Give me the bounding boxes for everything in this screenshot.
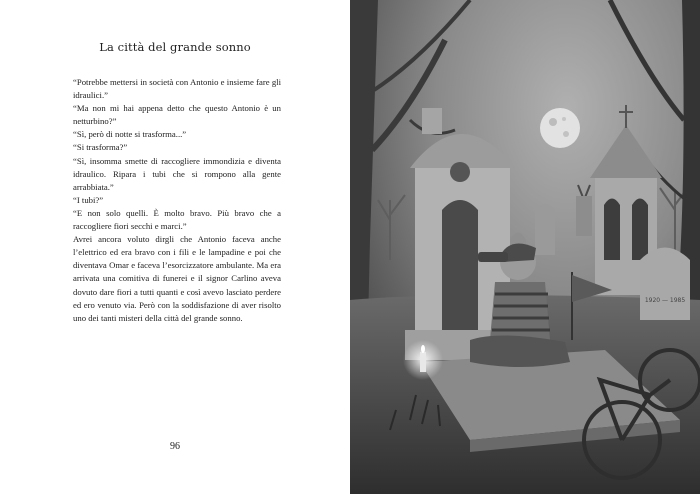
body-text: [73, 76, 281, 325]
candle: [403, 340, 443, 380]
cemetery-illustration: [350, 0, 700, 494]
paragraph-2: “Ma non mi hai appena detto che questo Antonio è un netturbino?”: [73, 103, 281, 127]
paragraph-1: “Potrebbe mettersi in società con Antonio e insieme fare gli idraulici.”: [73, 77, 281, 101]
paragraph-5: “Sì, insomma smette di raccogliere immondizia e diventa idraulico. Ripara i tubi che si rompono alla gente arrabbiata.”: [73, 155, 281, 192]
page-number: 96: [170, 441, 180, 452]
chapter-title: La città del grande sonno: [99, 40, 251, 54]
paragraph-7: “E non solo quelli. È molto bravo. Più bravo che a raccogliere fiori secchi e marci.”: [73, 207, 281, 232]
illustration-page: [350, 0, 700, 494]
paragraph-4: “Si trasforma?”: [73, 142, 128, 153]
grave-marker: [640, 248, 690, 321]
moon: [540, 108, 580, 148]
grave-marker-text: 1920 — 1985: [644, 297, 686, 304]
paragraph-3: “Sì, però di notte si trasforma...”: [73, 129, 187, 140]
paragraph-8: Avrei ancora voluto dirgli che Antonio faceva anche l’elettrico ed era bravo con i fili e le lampadine e poi che diventava Omar e faceva l’esorcizzatore ambulante. Ma era arrivata una comitiva di funerei e il signor Carlino aveva dovuto dare fiori a tutti quanti e così avevo lasciato perdere ed ero venuto via. Però con la soddisfazione di aver risolto uno dei tanti misteri della città del grande sonno.: [73, 234, 281, 323]
paragraph-6: “I tubi?”: [73, 194, 104, 205]
